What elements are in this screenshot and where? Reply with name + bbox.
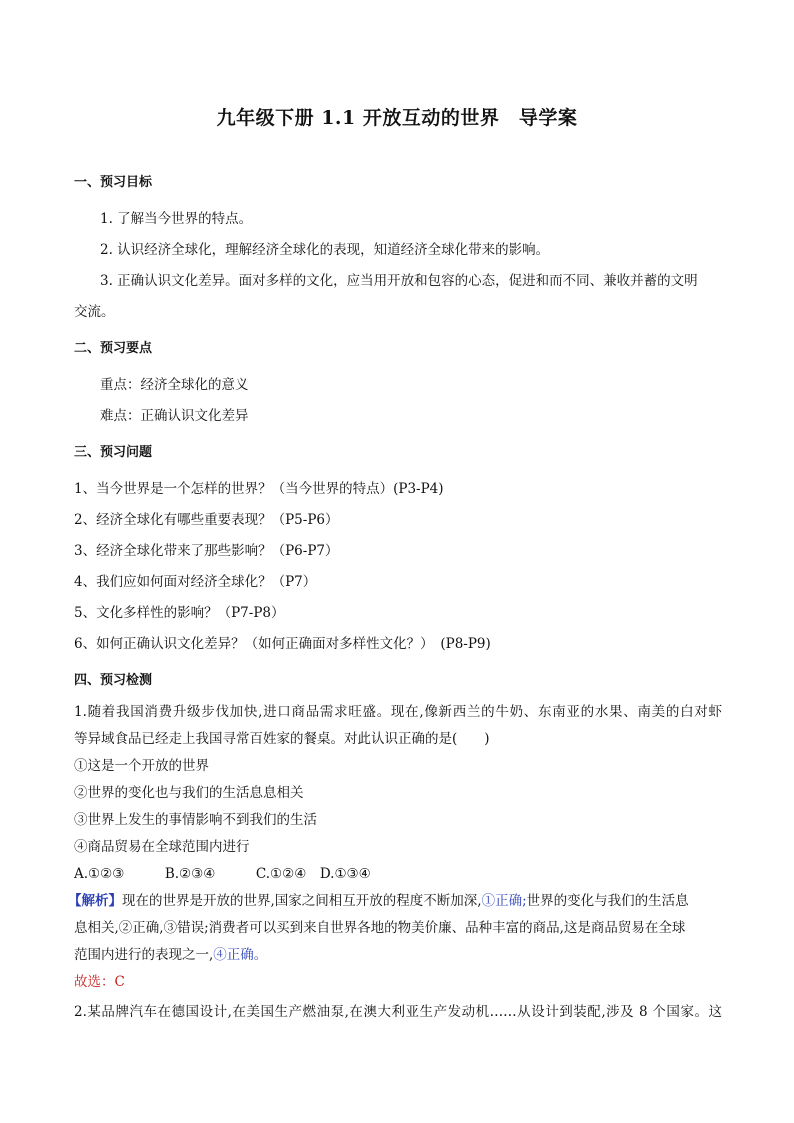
question-item: 3、经济全球化带来了那些影响？（P6-P7） <box>74 543 339 559</box>
q1-choices: A.①②③ B.②③④ C.①②④ D.①③④ <box>74 866 371 882</box>
q1-option: ④商品贸易在全球范围内进行 <box>74 839 250 855</box>
analysis-highlight: ①正确; <box>481 893 527 909</box>
section-heading-check: 四、预习检测 <box>74 673 153 688</box>
question-item: 2、经济全球化有哪些重要表现？（P5-P6） <box>74 512 339 528</box>
analysis-text: 世界的变化与我们的生活息 <box>526 893 689 909</box>
section-heading-points: 二、预习要点 <box>74 341 153 356</box>
page-title: 九年级下册 1.1 开放互动的世界 导学案 <box>216 107 578 129</box>
q2-stem: 2.某品牌汽车在德国设计,在美国生产燃油泵,在澳大利亚生产发动机……从设计到装配,涉及 8 个国家。这 <box>74 1004 722 1020</box>
goal-item-continued: 交流。 <box>74 304 115 320</box>
goal-item: 2. 认识经济全球化，理解经济全球化的表现，知道经济全球化带来的影响。 <box>100 242 550 258</box>
analysis-label: 【解析】 <box>68 893 122 909</box>
section-heading-goals: 一、预习目标 <box>74 175 153 190</box>
question-item: 4、我们应如何面对经济全球化？（P7） <box>74 574 317 590</box>
question-item: 1、当今世界是一个怎样的世界？（当今世界的特点）(P3-P4) <box>74 481 444 497</box>
q1-answer: 故选：C <box>74 974 125 990</box>
section-heading-questions: 三、预习问题 <box>74 445 153 460</box>
q1-stem-continued: 等异域食品已经走上我国寻常百姓家的餐桌。对此认识正确的是( ) <box>74 731 490 747</box>
goal-item: 3. 正确认识文化差异。面对多样的文化，应当用开放和包容的心态，促进和而不同、兼收并蓄的文明 <box>100 273 698 289</box>
analysis-text: 范围内进行的表现之一, <box>74 947 214 963</box>
q1-option: ①这是一个开放的世界 <box>74 758 209 774</box>
analysis-highlight: ④正确。 <box>213 947 268 963</box>
q1-stem: 1.随着我国消费升级步伐加快,进口商品需求旺盛。现在,像新西兰的牛奶、东南亚的水果、南美的白对虾 <box>74 704 722 720</box>
q1-analysis-line <box>68 889 689 909</box>
question-item: 5、文化多样性的影响？（P7-P8） <box>74 605 285 621</box>
goal-item: 1. 了解当今世界的特点。 <box>100 211 253 227</box>
q1-analysis-line: 息相关,②正确,③错误;消费者可以买到来自世界各地的物美价廉、品种丰富的商品,这是商品贸易在全球 <box>74 920 686 936</box>
difficult-point: 难点：正确认识文化差异 <box>100 408 249 424</box>
analysis-text: 现在的世界是开放的世界,国家之间相互开放的程度不断加深, <box>122 893 482 909</box>
q1-analysis-line <box>74 943 267 963</box>
q1-option: ②世界的变化也与我们的生活息息相关 <box>74 785 304 801</box>
question-item: 6、如何正确认识文化差异？（如何正确面对多样性文化？） (P8-P9) <box>74 636 491 652</box>
key-point: 重点：经济全球化的意义 <box>100 377 249 393</box>
q1-option: ③世界上发生的事情影响不到我们的生活 <box>74 812 317 828</box>
